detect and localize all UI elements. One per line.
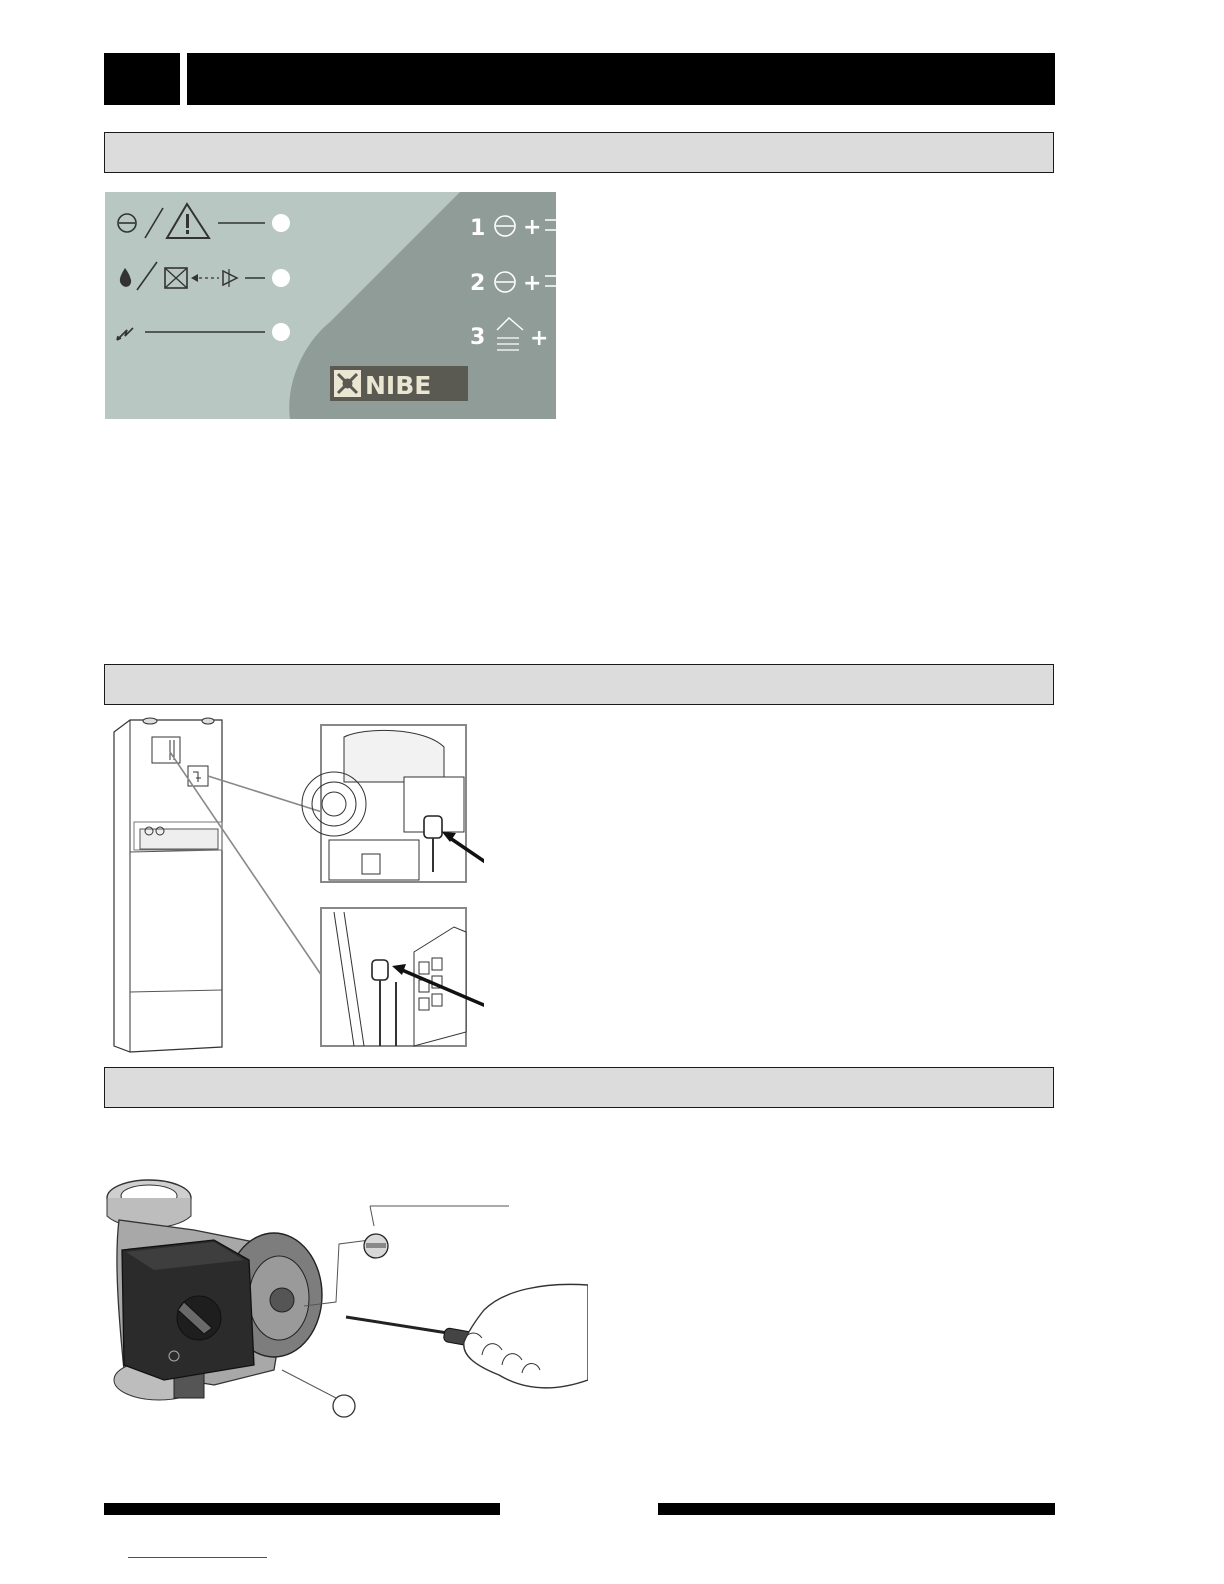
vent-screw-icon	[364, 1234, 388, 1258]
step-2-plus: +	[523, 271, 542, 296]
indicator-panel	[105, 192, 556, 419]
section-bar-2	[104, 664, 1054, 705]
indicator-light-1	[272, 214, 290, 232]
unit-illustration	[104, 712, 484, 1058]
pump-illustration	[104, 1170, 588, 1422]
header-chapter-block	[104, 53, 180, 105]
section-bar-3	[104, 1067, 1054, 1108]
step-1-number: 1	[470, 216, 486, 241]
header-title-block	[187, 53, 1055, 105]
hand-drawing	[464, 1284, 588, 1387]
step-3-plus: +	[530, 326, 549, 351]
footer-link-underline[interactable]	[128, 1557, 267, 1558]
footer-bar-left	[104, 1503, 500, 1515]
inset-lower	[321, 908, 466, 1046]
step-2-number: 2	[470, 271, 486, 296]
panel-graphic	[105, 192, 556, 419]
inset-upper	[302, 725, 466, 882]
indicator-light-2	[272, 269, 290, 287]
footer-bar-right	[658, 1503, 1055, 1515]
cabinet-drawing	[114, 718, 222, 1052]
screwdriver-icon	[346, 1317, 475, 1346]
callout-circle	[333, 1395, 355, 1417]
step-1-plus: +	[523, 215, 542, 240]
section-bar-1	[104, 132, 1054, 173]
indicator-light-3	[272, 323, 290, 341]
step-3-number: 3	[470, 325, 486, 350]
pump-drawing	[107, 1180, 509, 1417]
nibe-logo-text: NIBE	[365, 371, 432, 400]
nibe-logo	[330, 366, 468, 401]
